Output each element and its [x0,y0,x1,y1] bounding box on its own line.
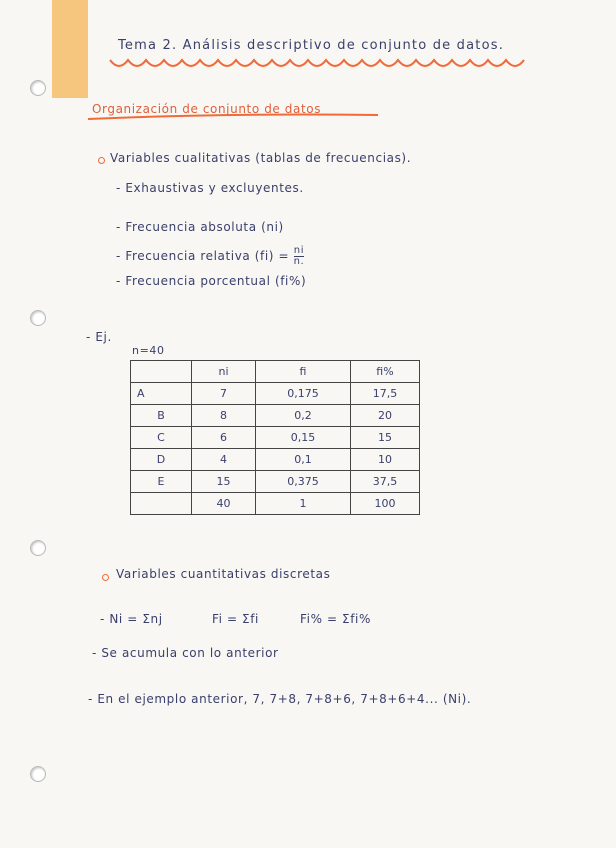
bullet-qualitative [98,157,105,164]
table-cell: 4 [192,449,256,471]
section-heading: Organización de conjunto de datos [92,102,322,116]
table-row [131,471,420,493]
table-cell: 0,2 [256,405,351,427]
frequency-table [130,360,420,515]
table-cell: 20 [351,405,420,427]
quantitative-heading: Variables cuantitativas discretas [116,567,331,581]
table-cell: 6 [192,427,256,449]
punch-hole-2 [30,310,46,326]
table-cell: 8 [192,405,256,427]
qualitative-heading: Variables cualitativas (tablas de frecuencias). [110,151,412,165]
accumulate-note: - Se acumula con lo anterior [92,646,279,660]
table-cell: B [131,405,192,427]
table-row [131,427,420,449]
formula-Fi: Fi = Σfi [212,612,259,626]
table-row [131,449,420,471]
section-underline [86,112,382,122]
table-cell [131,493,192,515]
table-header-row [131,361,420,383]
qualitative-note: - Exhaustivas y excluyentes. [116,181,304,195]
punch-hole-1 [30,80,46,96]
punch-hole-4 [30,766,46,782]
table-cell: 15 [351,427,420,449]
table-cell: 10 [351,449,420,471]
example-note: - En el ejemplo anterior, 7, 7+8, 7+8+6, 7+8+6+4... (Ni). [88,692,472,706]
table-cell: C [131,427,192,449]
table-cell: 1 [256,493,351,515]
title-wave-underline [108,54,534,74]
table-cell: D [131,449,192,471]
table-cell: 0,1 [256,449,351,471]
table-cell: 17,5 [351,383,420,405]
fraction-ni-over-n: $\frac{ni}{n.}$ [293,245,305,267]
table-header-cell: ni [192,361,256,383]
table-row [131,405,420,427]
page-title: Tema 2. Análisis descriptivo de conjunto de datos. [118,38,505,53]
punch-hole-3 [30,540,46,556]
formula-Ni: - Ni = Σnj [100,612,163,626]
bullet-quantitative [102,574,109,581]
table-cell: A [131,383,192,405]
table-total-row [131,493,420,515]
sticky-tab [52,0,88,98]
table-cell: 0,375 [256,471,351,493]
table-cell: 37,5 [351,471,420,493]
table-cell: 100 [351,493,420,515]
item-relative: - Frecuencia relativa (fi) = $\frac{ni}{n.}$ [116,245,305,267]
table-cell: 15 [192,471,256,493]
table-cell: 0,15 [256,427,351,449]
table-cell: 0,175 [256,383,351,405]
example-n: n=40 [132,344,165,357]
table-header-cell [131,361,192,383]
table-cell: 40 [192,493,256,515]
table-header-cell: fi [256,361,351,383]
table-header-cell: fi% [351,361,420,383]
formula-Fi-percent: Fi% = Σfi% [300,612,371,626]
item-absolute: - Frecuencia absoluta (ni) [116,220,284,234]
table-row [131,383,420,405]
table-cell: 7 [192,383,256,405]
example-label: - Ej. [86,330,112,344]
item-percentage: - Frecuencia porcentual (fi%) [116,274,307,288]
table-cell: E [131,471,192,493]
